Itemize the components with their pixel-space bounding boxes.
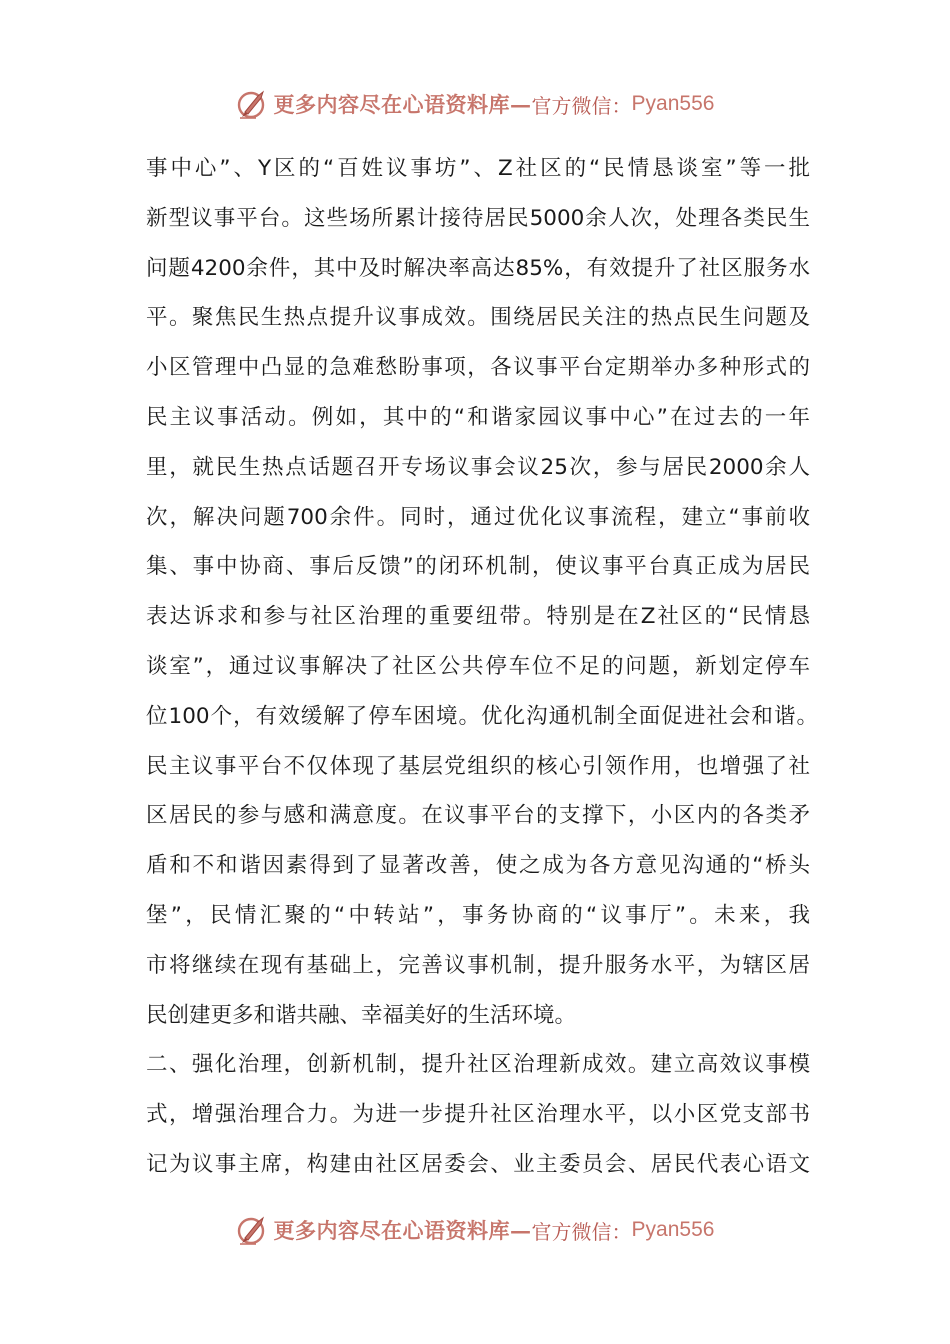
banner-wechat-id: Pyan556 — [631, 1218, 715, 1241]
footer-watermark-banner — [0, 1208, 950, 1252]
pen-nib-logo-icon — [236, 87, 270, 121]
text-line: 市将继续在现有基础上，完善议事机制，提升服务水平，为辖区居 — [146, 952, 810, 978]
text-line: 新型议事平台。这些场所累计接待居民5000余人次，处理各类民生 — [146, 205, 810, 231]
text-line: 次，解决问题700余件。同时，通过优化议事流程，建立“事前收 — [146, 504, 810, 530]
text-line: 民主议事平台不仅体现了基层党组织的核心引领作用，也增强了社 — [146, 753, 810, 779]
text-line: 二、强化治理，创新机制，提升社区治理新成效。建立高效议事模 — [146, 1052, 810, 1078]
text-line: 集、事中协商、事后反馈”的闭环机制，使议事平台真正成为居民 — [146, 554, 810, 580]
document-body — [146, 144, 818, 1190]
text-line: 问题4200余件，其中及时解决率高达85%，有效提升了社区服务水 — [146, 255, 810, 281]
banner-suffix-text: 官方微信： — [531, 1219, 632, 1244]
header-watermark-banner — [0, 82, 950, 126]
text-line: 民主议事活动。例如，其中的“和谐家园议事中心”在过去的一年 — [146, 404, 810, 430]
text-line: 事中心”、Y区的“百姓议事坊”、Z社区的“民情恳谈室”等一批 — [146, 156, 810, 181]
text-line: 平。聚焦民生热点提升议事成效。围绕居民关注的热点民生问题及 — [146, 305, 810, 331]
text-line: 小区管理中凸显的急难愁盼事项，各议事平台定期举办多种形式的 — [146, 355, 810, 381]
banner-suffix-text: 官方微信： — [531, 93, 632, 118]
banner-prefix-text: 更多内容尽在心语资料库— — [273, 1218, 532, 1243]
text-line: 区居民的参与感和满意度。在议事平台的支撑下，小区内的各类矛 — [146, 803, 810, 829]
text-line: 堡”，民情汇聚的“中转站”，事务协商的“议事厅”。未来，我 — [146, 902, 810, 928]
text-line: 位100个，有效缓解了停车困境。优化沟通机制全面促进社会和谐。 — [146, 703, 818, 729]
banner-wechat-id: Pyan556 — [631, 92, 715, 115]
paragraph — [146, 144, 818, 1040]
pen-nib-logo-icon — [236, 1213, 270, 1247]
text-line: 里，就民生热点话题召开专场议事会议25次，参与居民2000余人 — [146, 454, 810, 480]
text-line: 表达诉求和参与社区治理的重要纽带。特别是在Z社区的“民情恳 — [146, 604, 810, 630]
text-line: 民创建更多和谐共融、幸福美好的生活环境。 — [146, 1002, 577, 1028]
text-line: 谈室”，通过议事解决了社区公共停车位不足的问题，新划定停车 — [146, 653, 810, 679]
banner-prefix-text: 更多内容尽在心语资料库— — [273, 92, 532, 117]
text-line: 记为议事主席，构建由社区居委会、业主委员会、居民代表心语文 — [146, 1151, 810, 1177]
text-line: 盾和不和谐因素得到了显著改善，使之成为各方意见沟通的“桥头 — [146, 853, 810, 879]
text-line: 式，增强治理合力。为进一步提升社区治理水平，以小区党支部书 — [146, 1102, 810, 1128]
paragraph — [146, 1040, 810, 1189]
